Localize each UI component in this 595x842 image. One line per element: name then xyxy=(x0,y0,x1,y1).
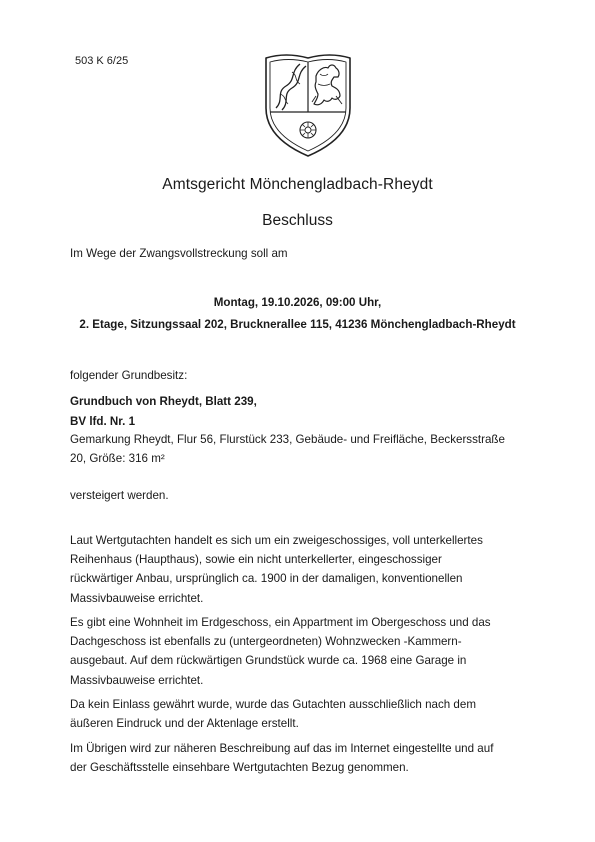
text-line: Gemarkung Rheydt, Flur 56, Flurstück 233, Gebäude- und Freifläche, Beckersstraße xyxy=(70,433,505,446)
text-line: Reihenhaus (Haupthaus), sowie ein nicht unterkellerter, eingeschossiger xyxy=(70,553,442,567)
text-line: äußeren Eindruck und der Aktenlage erstellt. xyxy=(70,717,299,731)
land-register: Grundbuch von Rheydt, Blatt 239, xyxy=(70,395,257,408)
paragraph-reference xyxy=(70,739,530,777)
text-line: Da kein Einlass gewährt wurde, wurde das Gutachten ausschließlich nach dem xyxy=(70,698,476,711)
text-line: ausgebaut. Auf dem rückwärtigen Grundstück wurde ca. 1968 eine Garage in xyxy=(70,654,467,668)
file-reference: 503 K 6/25 xyxy=(75,55,129,67)
paragraph-no-access xyxy=(70,695,530,733)
bv-number: BV lfd. Nr. 1 xyxy=(70,415,136,428)
text-line: Dachgeschoss ist ebenfalls zu (untergeordneten) Wohnzwecken -Kammern- xyxy=(70,635,462,649)
paragraph-units xyxy=(70,613,530,690)
document-title: Beschluss xyxy=(262,212,333,229)
text-line: Massivbauweise errichtet. xyxy=(70,673,204,687)
text-line: Massivbauweise errichtet. xyxy=(70,591,204,605)
paragraph-building-description xyxy=(70,531,530,608)
parcel-description xyxy=(70,430,530,468)
text-line: Es gibt eine Wohnheit im Erdgeschoss, ein Appartment im Obergeschoss und das xyxy=(70,616,491,629)
auction-phrase: versteigert werden. xyxy=(70,489,169,502)
hearing-location: 2. Etage, Sitzungssaal 202, Brucknerallee 115, 41236 Mönchengladbach-Rheydt xyxy=(79,318,516,331)
intro-text: Im Wege der Zwangsvollstreckung soll am xyxy=(70,247,288,260)
text-line: Laut Wertgutachten handelt es sich um ein zweigeschossiges, voll unterkellertes xyxy=(70,534,483,547)
text-line: rückwärtiger Anbau, ursprünglich ca. 1900 in der damaligen, konventionellen xyxy=(70,572,463,586)
court-name: Amtsgericht Mönchengladbach-Rheydt xyxy=(162,176,433,193)
text-line: Im Übrigen wird zur näheren Beschreibung auf das im Internet eingestellte und auf xyxy=(70,742,494,755)
coat-of-arms-icon xyxy=(256,50,360,160)
property-label: folgender Grundbesitz: xyxy=(70,369,188,382)
text-line: der Geschäftsstelle einsehbare Wertgutachten Bezug genommen. xyxy=(70,761,409,775)
hearing-date: Montag, 19.10.2026, 09:00 Uhr, xyxy=(213,296,382,309)
text-line: 20, Größe: 316 m² xyxy=(70,452,165,466)
